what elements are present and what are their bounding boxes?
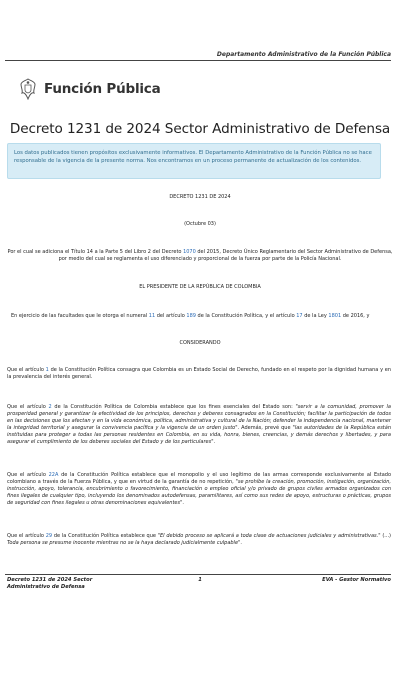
articulo-1-link[interactable]: 1 bbox=[45, 367, 49, 373]
disclaimer-notice: Los datos publicados tienen propósitos exclusivamente informativos. El Departamento Administrativo de la Función Pública no se hace responsable de la vigencia de la presente norma. Nos encontramos en un proceso permanente de actualización de los contenidos. bbox=[7, 143, 381, 179]
considerando-paragraph-2: Que el artículo 2 de la Constitución Política de Colombia establece que los fines esenciales del Estado son: "servir a la comunidad, promover la prosperidad general y garantizar la efectividad de los principios, derechos y deberes consagrados en la Constitución; facilitar la participación de todos en las decisiones que los afectan y en la vida económica, política, administrativa y cultural de la Nación; defender la independencia nacional, mantener la integridad territorial y asegurar la convivencia pacífica y la vigencia de un orden justo". Además, prevé que "las autoridades de la República están instituidas para proteger a todas las personas residentes en Colombia, en su vida, honra, bienes, creencias, y demás derechos y libertades, y para asegurar el cumplimiento de los deberes sociales del Estado y de los particulares". bbox=[7, 404, 391, 445]
funcion-publica-logo bbox=[18, 77, 161, 101]
document-title: Decreto 1231 de 2024 Sector Administrativo de Defensa bbox=[9, 121, 391, 137]
department-header: Departamento Administrativo de la Función Pública bbox=[216, 51, 391, 58]
ley-1801-link[interactable]: 1801 bbox=[328, 313, 342, 319]
considerando-heading: CONSIDERANDO bbox=[179, 340, 221, 346]
coat-of-arms-icon bbox=[18, 78, 38, 100]
considerando-paragraph-3: Que el artículo 22A de la Constitución Política establece que el monopolio y el uso legítimo de las armas corresponde exclusivamente al Estado colombiano a través de la Fuerza Pública, y que en virtud de la garantía de no repetición, "se prohíbe la creación, promoción, instigación, organización, instrucción, apoyo, tolerancia, encubrimiento o favorecimiento, financiación o empleo oficial y/o privado de grupos civiles armados organizados con fines ilegales de cualquier tipo, incluyendo los denominados autodefensas, paramilitares, así como sus redes de apoyo, estructuras o prácticas, grupos de seguridad con fines ilegales u otras denominaciones equivalentes". bbox=[7, 472, 392, 506]
articulo-17-link[interactable]: 17 bbox=[296, 313, 303, 319]
decree-heading: DECRETO 1231 DE 2024 bbox=[169, 194, 231, 200]
footer-page-number: 1 bbox=[198, 577, 202, 583]
articulo-22a-link[interactable]: 22A bbox=[48, 472, 59, 478]
articulo-189-link[interactable]: 189 bbox=[186, 313, 196, 319]
articulo-2-link[interactable]: 2 bbox=[48, 404, 52, 410]
decree-date: (Octubre 03) bbox=[184, 221, 216, 227]
considerando-paragraph-1: Que el artículo 1 de la Constitución Política consagra que Colombia es un Estado Social de Derecho, fundado en el respeto por la dignidad humana y en la prevalencia del interés general. bbox=[7, 367, 391, 380]
footer-divider bbox=[5, 574, 391, 575]
decreto-1070-link[interactable]: 1070 bbox=[183, 249, 196, 255]
footer-document-name: Decreto 1231 de 2024 Sector Administrativo de Defensa bbox=[7, 577, 93, 590]
logo-text: Función Pública bbox=[44, 81, 161, 97]
faculties-paragraph: En ejercicio de las facultades que le otorga el numeral 11 del artículo 189 de la Constitución Política, y el artículo 17 de la Ley 1801 de 2016, y bbox=[11, 313, 370, 319]
decree-summary: Por el cual se adiciona el Título 14 a la Parte 5 del Libro 2 del Decreto 1070 del 2015, Decreto Único Reglamentario del Sector Administrativo de Defensa, por medio del cual se reglamenta el uso diferenciado y proporcional de la fuerza por parte de la Policía Nacional. bbox=[7, 249, 393, 262]
header-divider bbox=[5, 60, 391, 61]
numeral-11-link[interactable]: 11 bbox=[148, 313, 156, 319]
considerando-paragraph-4: Que el artículo 29 de la Constitución Política establece que "El debido proceso se aplicará a toda clase de actuaciones judiciales y administrativas." (...) Toda persona se presume inocente mientras no se la haya declarado judicialmente culpable". bbox=[7, 533, 391, 546]
president-heading: EL PRESIDENTE DE LA REPÚBLICA DE COLOMBIA bbox=[139, 284, 261, 290]
articulo-29-link[interactable]: 29 bbox=[45, 533, 53, 539]
footer-app-name: EVA - Gestor Normativo bbox=[322, 577, 391, 583]
